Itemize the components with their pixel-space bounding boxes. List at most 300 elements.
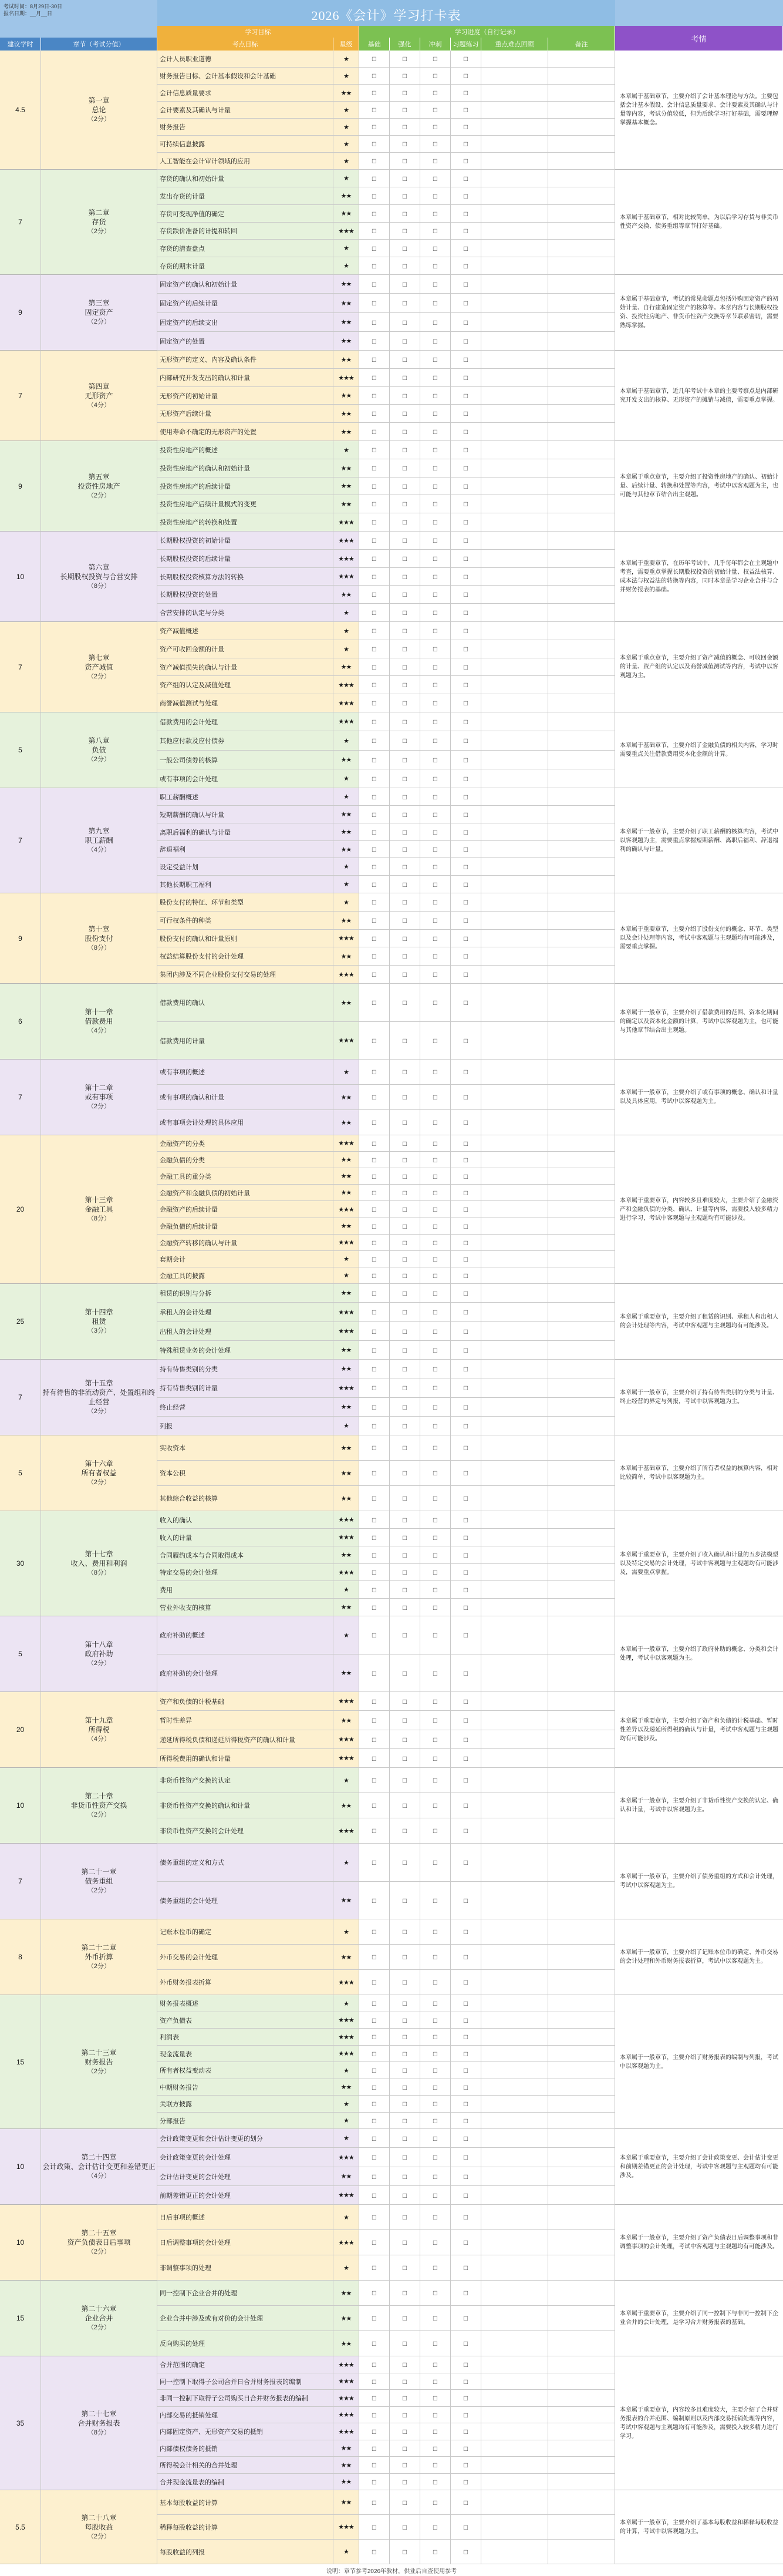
checkbox-strengthen[interactable]: □ — [390, 947, 420, 965]
checkbox-basic[interactable]: □ — [359, 405, 390, 422]
remark-cell[interactable] — [548, 1360, 615, 1378]
review-cell[interactable] — [481, 1844, 548, 1881]
checkbox-sprint[interactable]: □ — [420, 1945, 451, 1969]
review-cell[interactable] — [481, 405, 548, 422]
checkbox-basic[interactable]: □ — [359, 568, 390, 585]
checkbox-basic[interactable]: □ — [359, 2281, 390, 2305]
checkbox-basic[interactable]: □ — [359, 2407, 390, 2423]
checkbox-basic[interactable]: □ — [359, 187, 390, 204]
checkbox-strengthen[interactable]: □ — [390, 1945, 420, 1969]
review-cell[interactable] — [481, 912, 548, 929]
checkbox-sprint[interactable]: □ — [420, 2440, 451, 2456]
remark-cell[interactable] — [548, 136, 615, 152]
review-cell[interactable] — [481, 223, 548, 239]
remark-cell[interactable] — [548, 275, 615, 293]
remark-cell[interactable] — [548, 1417, 615, 1435]
review-cell[interactable] — [481, 2331, 548, 2356]
remark-cell[interactable] — [548, 1818, 615, 1843]
checkbox-practice[interactable]: □ — [451, 495, 481, 513]
checkbox-practice[interactable]: □ — [451, 153, 481, 169]
checkbox-basic[interactable]: □ — [359, 1654, 390, 1691]
review-cell[interactable] — [481, 658, 548, 675]
remark-cell[interactable] — [548, 223, 615, 239]
checkbox-sprint[interactable]: □ — [420, 2012, 451, 2028]
checkbox-strengthen[interactable]: □ — [390, 387, 420, 404]
remark-cell[interactable] — [548, 2423, 615, 2440]
checkbox-practice[interactable]: □ — [451, 2407, 481, 2423]
review-cell[interactable] — [481, 858, 548, 875]
checkbox-strengthen[interactable]: □ — [390, 2205, 420, 2229]
checkbox-practice[interactable]: □ — [451, 1486, 481, 1511]
review-cell[interactable] — [481, 1303, 548, 1321]
remark-cell[interactable] — [548, 332, 615, 350]
checkbox-strengthen[interactable]: □ — [390, 1511, 420, 1528]
review-cell[interactable] — [481, 1749, 548, 1767]
checkbox-strengthen[interactable]: □ — [390, 2474, 420, 2490]
checkbox-practice[interactable]: □ — [451, 1749, 481, 1767]
checkbox-basic[interactable]: □ — [359, 1185, 390, 1200]
review-cell[interactable] — [481, 1322, 548, 1340]
checkbox-practice[interactable]: □ — [451, 1818, 481, 1843]
checkbox-practice[interactable]: □ — [451, 1995, 481, 2012]
checkbox-strengthen[interactable]: □ — [390, 257, 420, 274]
review-cell[interactable] — [481, 2490, 548, 2514]
review-cell[interactable] — [481, 170, 548, 187]
remark-cell[interactable] — [548, 2012, 615, 2028]
review-cell[interactable] — [481, 1793, 548, 1818]
remark-cell[interactable] — [548, 369, 615, 386]
review-cell[interactable] — [481, 2129, 548, 2147]
review-cell[interactable] — [481, 712, 548, 731]
checkbox-basic[interactable]: □ — [359, 1267, 390, 1283]
checkbox-strengthen[interactable]: □ — [390, 2331, 420, 2356]
review-cell[interactable] — [481, 1085, 548, 1109]
checkbox-sprint[interactable]: □ — [420, 2281, 451, 2305]
checkbox-basic[interactable]: □ — [359, 102, 390, 118]
checkbox-basic[interactable]: □ — [359, 731, 390, 750]
checkbox-basic[interactable]: □ — [359, 640, 390, 658]
remark-cell[interactable] — [548, 187, 615, 204]
review-cell[interactable] — [481, 2423, 548, 2440]
review-cell[interactable] — [481, 1435, 548, 1460]
checkbox-practice[interactable]: □ — [451, 806, 481, 823]
checkbox-strengthen[interactable]: □ — [390, 2423, 420, 2440]
remark-cell[interactable] — [548, 1599, 615, 1616]
checkbox-sprint[interactable]: □ — [420, 676, 451, 694]
checkbox-practice[interactable]: □ — [451, 369, 481, 386]
checkbox-practice[interactable]: □ — [451, 1692, 481, 1710]
checkbox-basic[interactable]: □ — [359, 2062, 390, 2079]
remark-cell[interactable] — [548, 769, 615, 788]
review-cell[interactable] — [481, 823, 548, 840]
checkbox-basic[interactable]: □ — [359, 1303, 390, 1321]
checkbox-practice[interactable]: □ — [451, 1711, 481, 1730]
checkbox-practice[interactable]: □ — [451, 85, 481, 101]
remark-cell[interactable] — [548, 731, 615, 750]
remark-cell[interactable] — [548, 205, 615, 222]
review-cell[interactable] — [481, 1730, 548, 1748]
checkbox-basic[interactable]: □ — [359, 1564, 390, 1580]
checkbox-basic[interactable]: □ — [359, 806, 390, 823]
checkbox-strengthen[interactable]: □ — [390, 2167, 420, 2185]
checkbox-practice[interactable]: □ — [451, 1185, 481, 1200]
remark-cell[interactable] — [548, 513, 615, 531]
checkbox-strengthen[interactable]: □ — [390, 694, 420, 712]
checkbox-strengthen[interactable]: □ — [390, 102, 420, 118]
checkbox-strengthen[interactable]: □ — [390, 1398, 420, 1416]
review-cell[interactable] — [481, 550, 548, 567]
review-cell[interactable] — [481, 1882, 548, 1919]
checkbox-sprint[interactable]: □ — [420, 731, 451, 750]
checkbox-basic[interactable]: □ — [359, 2255, 390, 2280]
remark-cell[interactable] — [548, 712, 615, 731]
checkbox-practice[interactable]: □ — [451, 893, 481, 911]
remark-cell[interactable] — [548, 2407, 615, 2423]
review-cell[interactable] — [481, 119, 548, 135]
checkbox-strengthen[interactable]: □ — [390, 1284, 420, 1302]
checkbox-basic[interactable]: □ — [359, 658, 390, 675]
checkbox-basic[interactable]: □ — [359, 586, 390, 603]
checkbox-basic[interactable]: □ — [359, 257, 390, 274]
checkbox-strengthen[interactable]: □ — [390, 205, 420, 222]
review-cell[interactable] — [481, 332, 548, 350]
checkbox-sprint[interactable]: □ — [420, 2490, 451, 2514]
checkbox-strengthen[interactable]: □ — [390, 930, 420, 947]
checkbox-practice[interactable]: □ — [451, 1730, 481, 1748]
checkbox-sprint[interactable]: □ — [420, 1995, 451, 2012]
checkbox-practice[interactable]: □ — [451, 1152, 481, 1168]
checkbox-strengthen[interactable]: □ — [390, 477, 420, 495]
checkbox-sprint[interactable]: □ — [420, 2113, 451, 2128]
checkbox-basic[interactable]: □ — [359, 1201, 390, 1218]
checkbox-practice[interactable]: □ — [451, 1235, 481, 1250]
checkbox-strengthen[interactable]: □ — [390, 1022, 420, 1059]
checkbox-sprint[interactable]: □ — [420, 1360, 451, 1378]
checkbox-practice[interactable]: □ — [451, 1201, 481, 1218]
checkbox-basic[interactable]: □ — [359, 1110, 390, 1135]
remark-cell[interactable] — [548, 676, 615, 694]
checkbox-strengthen[interactable]: □ — [390, 2440, 420, 2456]
checkbox-practice[interactable]: □ — [451, 1218, 481, 1234]
checkbox-basic[interactable]: □ — [359, 119, 390, 135]
checkbox-sprint[interactable]: □ — [420, 1022, 451, 1059]
checkbox-strengthen[interactable]: □ — [390, 568, 420, 585]
review-cell[interactable] — [481, 2457, 548, 2473]
checkbox-sprint[interactable]: □ — [420, 2540, 451, 2564]
review-cell[interactable] — [481, 1529, 548, 1546]
checkbox-basic[interactable]: □ — [359, 2373, 390, 2389]
checkbox-sprint[interactable]: □ — [420, 1486, 451, 1511]
checkbox-strengthen[interactable]: □ — [390, 441, 420, 459]
checkbox-practice[interactable]: □ — [451, 2423, 481, 2440]
remark-cell[interactable] — [548, 1995, 615, 2012]
checkbox-basic[interactable]: □ — [359, 153, 390, 169]
checkbox-basic[interactable]: □ — [359, 495, 390, 513]
checkbox-strengthen[interactable]: □ — [390, 2457, 420, 2473]
checkbox-practice[interactable]: □ — [451, 2079, 481, 2095]
review-cell[interactable] — [481, 2029, 548, 2045]
remark-cell[interactable] — [548, 1251, 615, 1267]
review-cell[interactable] — [481, 423, 548, 440]
checkbox-sprint[interactable]: □ — [420, 1546, 451, 1563]
checkbox-sprint[interactable]: □ — [420, 2474, 451, 2490]
review-cell[interactable] — [481, 153, 548, 169]
checkbox-basic[interactable]: □ — [359, 769, 390, 788]
checkbox-sprint[interactable]: □ — [420, 2167, 451, 2185]
checkbox-strengthen[interactable]: □ — [390, 1749, 420, 1767]
checkbox-basic[interactable]: □ — [359, 823, 390, 840]
checkbox-practice[interactable]: □ — [451, 1581, 481, 1598]
checkbox-sprint[interactable]: □ — [420, 513, 451, 531]
review-cell[interactable] — [481, 841, 548, 857]
checkbox-basic[interactable]: □ — [359, 423, 390, 440]
review-cell[interactable] — [481, 806, 548, 823]
checkbox-basic[interactable]: □ — [359, 1398, 390, 1416]
review-cell[interactable] — [481, 1251, 548, 1267]
checkbox-practice[interactable]: □ — [451, 1793, 481, 1818]
checkbox-practice[interactable]: □ — [451, 1616, 481, 1654]
remark-cell[interactable] — [548, 1267, 615, 1283]
review-cell[interactable] — [481, 1692, 548, 1710]
remark-cell[interactable] — [548, 1378, 615, 1397]
checkbox-basic[interactable]: □ — [359, 1882, 390, 1919]
checkbox-practice[interactable]: □ — [451, 858, 481, 875]
remark-cell[interactable] — [548, 441, 615, 459]
checkbox-basic[interactable]: □ — [359, 2186, 390, 2204]
review-cell[interactable] — [481, 2167, 548, 2185]
checkbox-practice[interactable]: □ — [451, 477, 481, 495]
checkbox-sprint[interactable]: □ — [420, 1235, 451, 1250]
remark-cell[interactable] — [548, 2230, 615, 2255]
review-cell[interactable] — [481, 1546, 548, 1563]
checkbox-basic[interactable]: □ — [359, 1322, 390, 1340]
review-cell[interactable] — [481, 1152, 548, 1168]
checkbox-basic[interactable]: □ — [359, 1546, 390, 1563]
remark-cell[interactable] — [548, 568, 615, 585]
review-cell[interactable] — [481, 1284, 548, 1302]
checkbox-basic[interactable]: □ — [359, 2129, 390, 2147]
checkbox-basic[interactable]: □ — [359, 136, 390, 152]
checkbox-basic[interactable]: □ — [359, 1435, 390, 1460]
review-cell[interactable] — [481, 313, 548, 331]
remark-cell[interactable] — [548, 2062, 615, 2079]
checkbox-strengthen[interactable]: □ — [390, 1417, 420, 1435]
checkbox-basic[interactable]: □ — [359, 1844, 390, 1881]
remark-cell[interactable] — [548, 930, 615, 947]
remark-cell[interactable] — [548, 2356, 615, 2373]
checkbox-basic[interactable]: □ — [359, 351, 390, 368]
checkbox-sprint[interactable]: □ — [420, 1284, 451, 1302]
checkbox-strengthen[interactable]: □ — [390, 640, 420, 658]
remark-cell[interactable] — [548, 2205, 615, 2229]
checkbox-strengthen[interactable]: □ — [390, 751, 420, 769]
remark-cell[interactable] — [548, 1486, 615, 1511]
checkbox-sprint[interactable]: □ — [420, 712, 451, 731]
checkbox-strengthen[interactable]: □ — [390, 2148, 420, 2167]
checkbox-strengthen[interactable]: □ — [390, 119, 420, 135]
review-cell[interactable] — [481, 731, 548, 750]
checkbox-sprint[interactable]: □ — [420, 223, 451, 239]
checkbox-basic[interactable]: □ — [359, 1486, 390, 1511]
checkbox-strengthen[interactable]: □ — [390, 1654, 420, 1691]
review-cell[interactable] — [481, 294, 548, 312]
review-cell[interactable] — [481, 2230, 548, 2255]
remark-cell[interactable] — [548, 1564, 615, 1580]
checkbox-sprint[interactable]: □ — [420, 2331, 451, 2356]
checkbox-sprint[interactable]: □ — [420, 1201, 451, 1218]
review-cell[interactable] — [481, 459, 548, 477]
checkbox-sprint[interactable]: □ — [420, 1417, 451, 1435]
checkbox-basic[interactable]: □ — [359, 2230, 390, 2255]
checkbox-sprint[interactable]: □ — [420, 294, 451, 312]
checkbox-basic[interactable]: □ — [359, 712, 390, 731]
checkbox-strengthen[interactable]: □ — [390, 1564, 420, 1580]
remark-cell[interactable] — [548, 788, 615, 805]
remark-cell[interactable] — [548, 2148, 615, 2167]
checkbox-strengthen[interactable]: □ — [390, 1085, 420, 1109]
review-cell[interactable] — [481, 984, 548, 1021]
remark-cell[interactable] — [548, 2515, 615, 2539]
checkbox-practice[interactable]: □ — [451, 1768, 481, 1793]
checkbox-sprint[interactable]: □ — [420, 769, 451, 788]
review-cell[interactable] — [481, 369, 548, 386]
checkbox-sprint[interactable]: □ — [420, 1267, 451, 1283]
checkbox-basic[interactable]: □ — [359, 1085, 390, 1109]
checkbox-basic[interactable]: □ — [359, 513, 390, 531]
checkbox-basic[interactable]: □ — [359, 2096, 390, 2112]
review-cell[interactable] — [481, 2113, 548, 2128]
remark-cell[interactable] — [548, 1692, 615, 1710]
checkbox-strengthen[interactable]: □ — [390, 823, 420, 840]
checkbox-basic[interactable]: □ — [359, 2205, 390, 2229]
review-cell[interactable] — [481, 966, 548, 983]
checkbox-strengthen[interactable]: □ — [390, 2186, 420, 2204]
checkbox-sprint[interactable]: □ — [420, 1185, 451, 1200]
checkbox-sprint[interactable]: □ — [420, 1749, 451, 1767]
checkbox-sprint[interactable]: □ — [420, 1654, 451, 1691]
remark-cell[interactable] — [548, 51, 615, 67]
checkbox-strengthen[interactable]: □ — [390, 1711, 420, 1730]
checkbox-sprint[interactable]: □ — [420, 1581, 451, 1598]
checkbox-sprint[interactable]: □ — [420, 1378, 451, 1397]
checkbox-strengthen[interactable]: □ — [390, 984, 420, 1021]
remark-cell[interactable] — [548, 1919, 615, 1944]
checkbox-basic[interactable]: □ — [359, 694, 390, 712]
remark-cell[interactable] — [548, 405, 615, 422]
remark-cell[interactable] — [548, 2490, 615, 2514]
checkbox-strengthen[interactable]: □ — [390, 1793, 420, 1818]
remark-cell[interactable] — [548, 387, 615, 404]
checkbox-practice[interactable]: □ — [451, 240, 481, 257]
checkbox-strengthen[interactable]: □ — [390, 495, 420, 513]
checkbox-basic[interactable]: □ — [359, 313, 390, 331]
remark-cell[interactable] — [548, 2096, 615, 2112]
checkbox-practice[interactable]: □ — [451, 1060, 481, 1084]
checkbox-basic[interactable]: □ — [359, 2515, 390, 2539]
checkbox-sprint[interactable]: □ — [420, 586, 451, 603]
remark-cell[interactable] — [548, 912, 615, 929]
checkbox-sprint[interactable]: □ — [420, 1711, 451, 1730]
checkbox-basic[interactable]: □ — [359, 1360, 390, 1378]
checkbox-strengthen[interactable]: □ — [390, 153, 420, 169]
checkbox-strengthen[interactable]: □ — [390, 2012, 420, 2028]
checkbox-practice[interactable]: □ — [451, 51, 481, 67]
checkbox-practice[interactable]: □ — [451, 1322, 481, 1340]
checkbox-basic[interactable]: □ — [359, 1251, 390, 1267]
remark-cell[interactable] — [548, 1398, 615, 1416]
checkbox-strengthen[interactable]: □ — [390, 658, 420, 675]
remark-cell[interactable] — [548, 477, 615, 495]
checkbox-sprint[interactable]: □ — [420, 1882, 451, 1919]
remark-cell[interactable] — [548, 694, 615, 712]
checkbox-basic[interactable]: □ — [359, 223, 390, 239]
checkbox-strengthen[interactable]: □ — [390, 1730, 420, 1748]
review-cell[interactable] — [481, 1461, 548, 1485]
remark-cell[interactable] — [548, 2390, 615, 2406]
checkbox-practice[interactable]: □ — [451, 532, 481, 549]
checkbox-sprint[interactable]: □ — [420, 275, 451, 293]
checkbox-sprint[interactable]: □ — [420, 876, 451, 893]
checkbox-basic[interactable]: □ — [359, 85, 390, 101]
checkbox-practice[interactable]: □ — [451, 102, 481, 118]
checkbox-basic[interactable]: □ — [359, 930, 390, 947]
checkbox-basic[interactable]: □ — [359, 876, 390, 893]
remark-cell[interactable] — [548, 294, 615, 312]
review-cell[interactable] — [481, 2255, 548, 2280]
remark-cell[interactable] — [548, 858, 615, 875]
checkbox-practice[interactable]: □ — [451, 1284, 481, 1302]
checkbox-sprint[interactable]: □ — [420, 2148, 451, 2167]
checkbox-sprint[interactable]: □ — [420, 441, 451, 459]
review-cell[interactable] — [481, 257, 548, 274]
checkbox-practice[interactable]: □ — [451, 2167, 481, 2185]
remark-cell[interactable] — [548, 947, 615, 965]
checkbox-strengthen[interactable]: □ — [390, 712, 420, 731]
checkbox-sprint[interactable]: □ — [420, 153, 451, 169]
checkbox-strengthen[interactable]: □ — [390, 2281, 420, 2305]
review-cell[interactable] — [481, 85, 548, 101]
checkbox-basic[interactable]: □ — [359, 2356, 390, 2373]
review-cell[interactable] — [481, 1218, 548, 1234]
checkbox-strengthen[interactable]: □ — [390, 68, 420, 84]
review-cell[interactable] — [481, 2012, 548, 2028]
review-cell[interactable] — [481, 1711, 548, 1730]
review-cell[interactable] — [481, 640, 548, 658]
checkbox-sprint[interactable]: □ — [420, 102, 451, 118]
review-cell[interactable] — [481, 2148, 548, 2167]
checkbox-sprint[interactable]: □ — [420, 893, 451, 911]
review-cell[interactable] — [481, 1995, 548, 2012]
checkbox-sprint[interactable]: □ — [420, 1511, 451, 1528]
checkbox-sprint[interactable]: □ — [420, 694, 451, 712]
checkbox-basic[interactable]: □ — [359, 1022, 390, 1059]
remark-cell[interactable] — [548, 1844, 615, 1881]
remark-cell[interactable] — [548, 1546, 615, 1563]
remark-cell[interactable] — [548, 532, 615, 549]
checkbox-practice[interactable]: □ — [451, 1945, 481, 1969]
checkbox-strengthen[interactable]: □ — [390, 912, 420, 929]
checkbox-sprint[interactable]: □ — [420, 658, 451, 675]
remark-cell[interactable] — [548, 2186, 615, 2204]
checkbox-sprint[interactable]: □ — [420, 2029, 451, 2045]
review-cell[interactable] — [481, 930, 548, 947]
checkbox-strengthen[interactable]: □ — [390, 405, 420, 422]
checkbox-basic[interactable]: □ — [359, 1235, 390, 1250]
remark-cell[interactable] — [548, 1060, 615, 1084]
checkbox-basic[interactable]: □ — [359, 170, 390, 187]
checkbox-basic[interactable]: □ — [359, 984, 390, 1021]
checkbox-sprint[interactable]: □ — [420, 1135, 451, 1151]
